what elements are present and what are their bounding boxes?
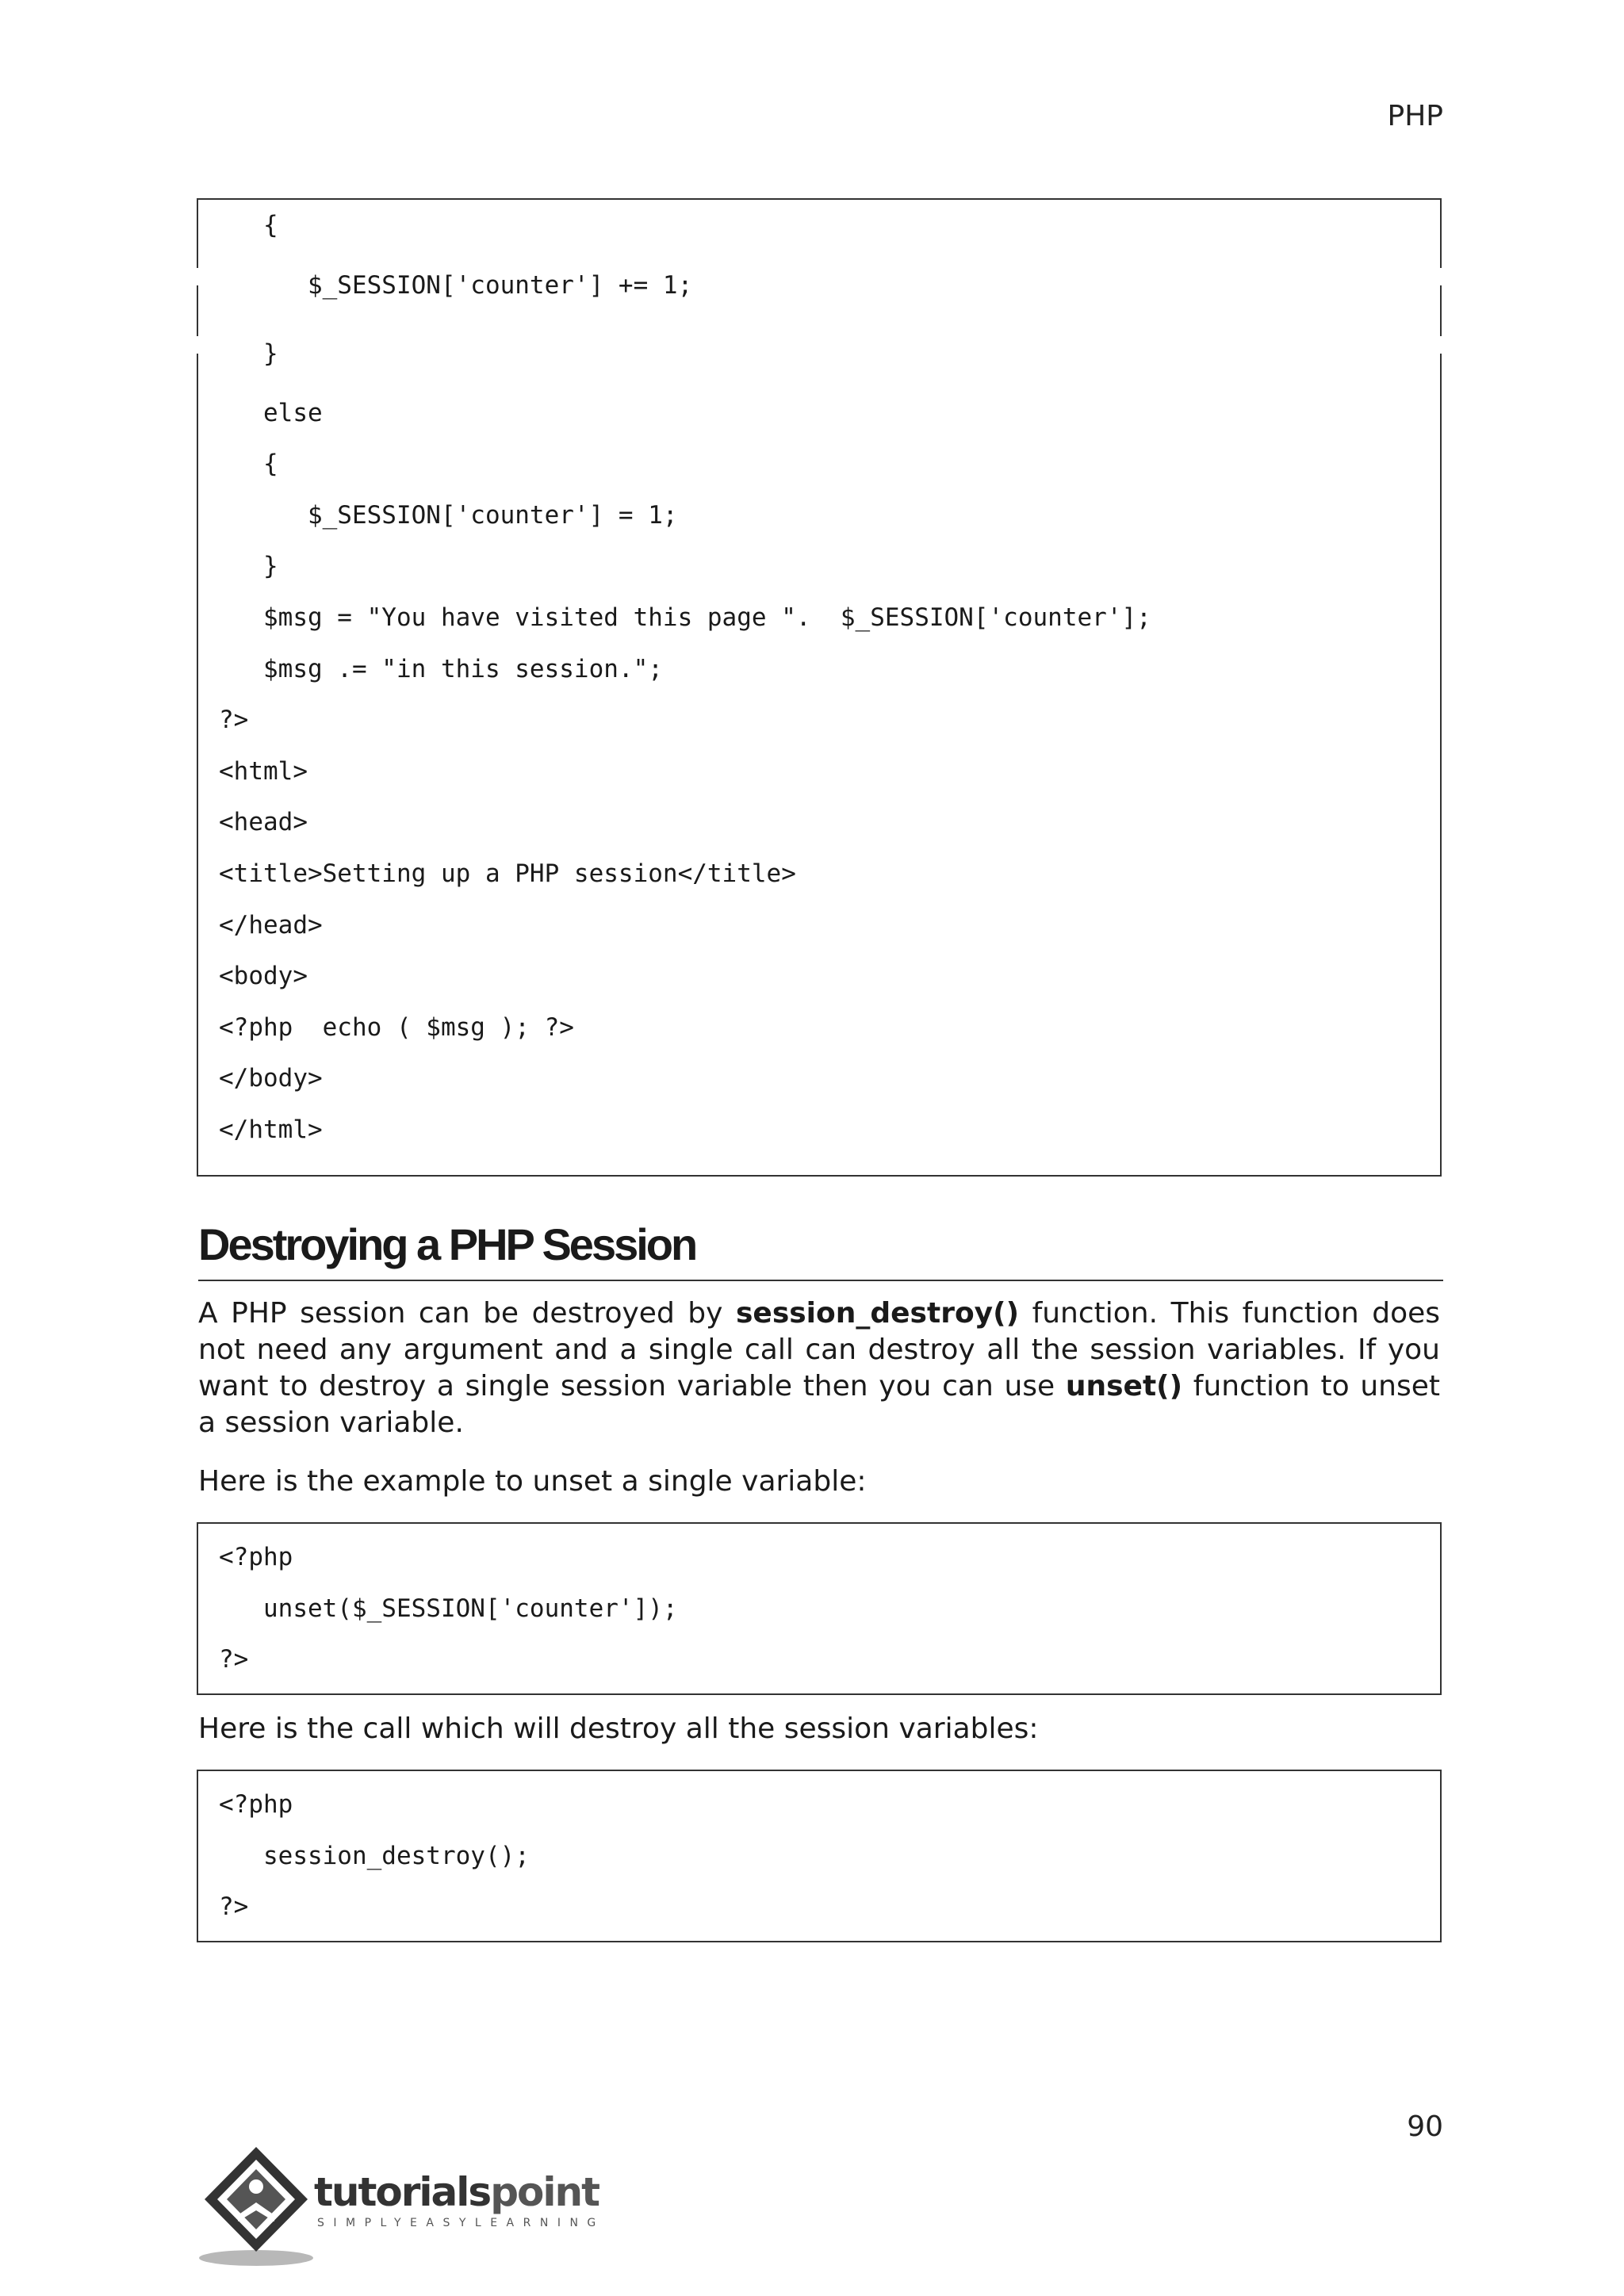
code-line: $msg .= "in this session."; [219, 654, 663, 683]
code-line: else [219, 398, 323, 427]
code-line: <?php [219, 1790, 293, 1819]
code-line: <body> [219, 962, 308, 991]
code-line: } [219, 552, 278, 581]
border-gap [1438, 268, 1443, 285]
code-line: </head> [219, 910, 323, 939]
paragraph-text: function. This function does not need any argument and a single call can destroy all the session variables. If you want to destroy a single session variable then you can use [198, 1297, 1440, 1402]
code-line: </body> [219, 1064, 323, 1093]
code-block-session-counter [197, 198, 1442, 1177]
body-paragraph: Here is the call which will destroy all the session variables: [198, 1712, 1039, 1745]
code-line: $_SESSION['counter'] = 1; [219, 500, 678, 530]
paragraph-text: A PHP session can be destroyed by [198, 1297, 736, 1330]
code-line: ?> [219, 1645, 249, 1674]
function-name-session-destroy: session_destroy() [735, 1297, 1020, 1330]
code-line: session_destroy(); [219, 1841, 530, 1870]
logo-wordmark [314, 2169, 599, 2215]
border-gap [195, 336, 200, 354]
page-number: 90 [1407, 2110, 1443, 2143]
logo-emblem-icon [197, 2142, 316, 2269]
code-line: $_SESSION['counter'] += 1; [219, 270, 693, 300]
code-line: <html> [219, 756, 308, 786]
code-line: { [219, 450, 278, 479]
tutorialspoint-logo [197, 2142, 609, 2269]
section-heading: Destroying a PHP Session [198, 1221, 1443, 1281]
border-gap [195, 268, 200, 285]
code-line: </html> [219, 1115, 323, 1144]
code-line: <title>Setting up a PHP session</title> [219, 859, 796, 888]
logo-tagline: SIMPLYEASYLEARNING [317, 2217, 605, 2229]
border-gap [1438, 336, 1443, 354]
code-line: { [219, 211, 278, 239]
logo-text-point: point [490, 2169, 599, 2215]
paragraph-text: function to unset a session variable. [198, 1370, 1440, 1439]
code-line: } [219, 339, 278, 368]
code-block-session-destroy [197, 1770, 1442, 1942]
code-block-unset [197, 1522, 1442, 1695]
code-line: unset($_SESSION['counter']); [219, 1594, 678, 1623]
code-line: <?php echo ( $msg ); ?> [219, 1012, 574, 1042]
code-line: ?> [219, 1892, 249, 1922]
code-line: $msg = "You have visited this page ". $_SESSION['counter']; [219, 603, 1151, 632]
body-paragraph: Here is the example to unset a single variable: [198, 1465, 867, 1498]
running-header: PHP [1387, 100, 1443, 132]
body-paragraph [198, 1295, 1440, 1441]
function-name-unset: unset() [1065, 1370, 1183, 1402]
code-line: <head> [219, 808, 308, 837]
code-line: ?> [219, 706, 249, 735]
logo-text-tutorials: tutorials [314, 2169, 491, 2215]
code-line: <?php [219, 1543, 293, 1571]
